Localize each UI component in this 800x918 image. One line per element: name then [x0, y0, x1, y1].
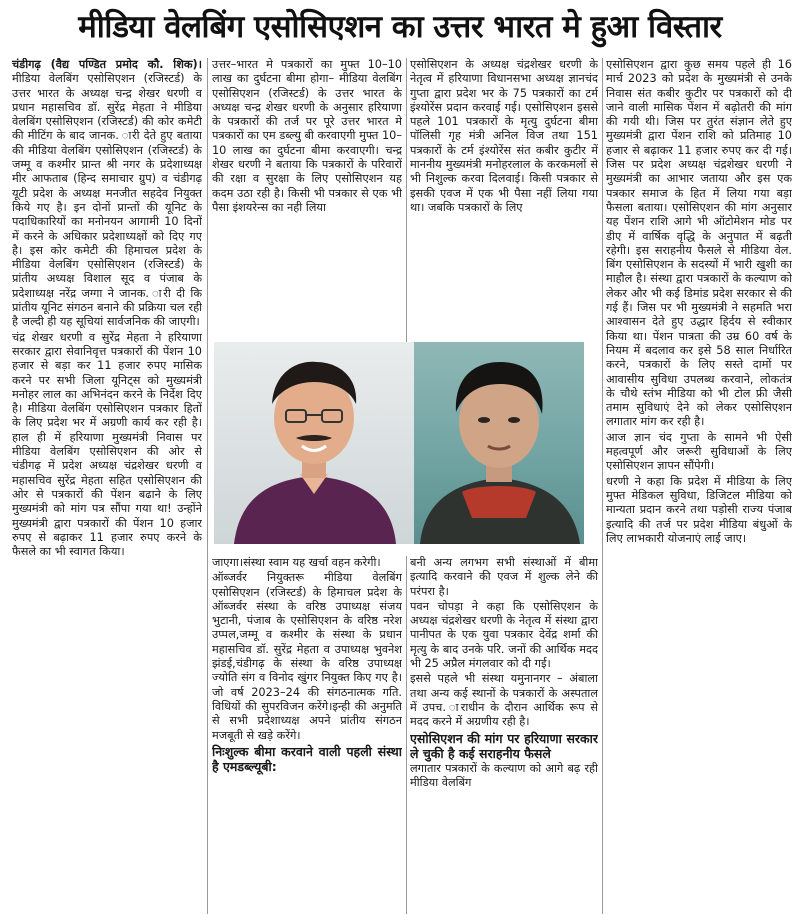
column-divider — [406, 556, 407, 914]
paragraph: बनी अन्य लगभग सभी संस्थाओं में बीमा इत्यादि करवाने की एवज में शुल्क लेने की परंपरा है। — [410, 556, 598, 598]
news-photo — [214, 342, 584, 544]
paragraph: लगातार पत्रकारों के कल्याण को आगे बढ़ रही मीडिया वेलबिंग — [410, 761, 598, 789]
paragraph: उत्तर–भारत मे पत्रकारों का मुफ्त 10–10 लाख का दुर्घटना बीमा होगा– मीडिया वेलबिंग एसोसिएशन (रजिस्टर्ड) के उत्तर भारत के अध्यक्ष चन्द्र शेखर धरणी के अनुसार हरियाणा के पत्रकारों की तर्ज पर पूरे उत्तर भारत मे पत्रकारों का एम डब्ल्यु बी करवाएगी मुफ्त 10–10 लाख का दुर्घटना बीमा करवाएगी। चन्द्र शेखर धरणी ने बताया कि पत्रकारों के परिवारों की रक्षा व सुरक्षा के लिए एसोसिएशन यह कदम उठा रही है। किसी भी पत्रकार से एक भी पैसा इंशयरेन्स का नही लिया — [212, 58, 402, 214]
portrait-photo-right — [414, 342, 584, 544]
column-divider — [406, 58, 407, 342]
column-3-bottom — [410, 556, 598, 914]
man-portrait-icon — [214, 342, 414, 544]
paragraph: आज ज्ञान चंद गुप्ता के सामने भी ऐसी महत्वपूर्ण और जरूरी सुविधाओं के लिए एसोसिएशन ज्ञापन सौंपेगी। — [606, 430, 792, 473]
paragraph: ऑब्जर्वर नियुक्तरू मीडिया वेलबिंग एसोसिएशन (रजिस्टर्ड) के हिमाचल प्रदेश के ऑब्जर्वर संस्था के वरिष्ठ उपाध्यक्ष संजय भुटानी, पंजाब के एसोसिएशन के वरिष्ठ नरेश उप्पल,जम्मू व कश्मीर के संस्था के प्रधान महासचिव डॉ. सुरेंद्र मेहता व उपाध्यक्ष भुवनेश झंडई,चंडीगढ़ के संस्था के वरिष्ठ उपाध्यक्ष ज्योति संग व विनोद खुंगर नियुक्त किए गए है। जो वर्ष 2023–24 की संगठनात्मक गति. विधियों की सुपरविजन करेंगे।इन्ही की अनुमति से सभी प्रदेशाध्यक्ष अपने प्रांतीय संगठन मजबूती से खड़े करेंगे। — [212, 571, 402, 742]
paragraph — [12, 58, 202, 330]
paragraph-text: मीडिया वेलबिंग एसोसिएशन (रजिस्टर्ड) के उत्तर भारत के अध्यक्ष चन्द्र शेखर धरणी व प्रधान महासचिव डॉ. सुरेंद्र मेहता ने मीडिया वेलबिंग एसोसिएशन (रजिस्टर्ड) की कोर कमेटी की मीटिंग के बाद जानक. ारी देते हुए बताया की मीडिया वेलबिंग एसोसिएशन (रजिस्टर्ड) के जम्मू व कश्मीर प्रान्त श्री नगर के प्रदेशाध्यक्ष मीर आफताब (हिन्द समाचार ग्रुप) व चंडीगढ़ यूटी प्रदेश के अध्यक्ष मनजीत सहदेव नियुक्त किये गए है। इन दोनों प्रान्तों की यूनिट के पदाधिकारियों का मनोनयन आगामी 10 दिनों में करने के अधिकार प्रदेशाध्यक्षों को दिए गए है। इस कोर कमेटी की हिमाचल प्रदेश के मीडिया वेलबिंग एसोसिएशन (रजिस्टर्ड) के प्रांतीय अध्यक्ष विशाल सूद व पंजाब के प्रदेशाध्यक्ष नरेंद्र जग्गा ने जानक. ारी दी कि प्रांतीय यूनिट संगठन बनाने की प्रक्रिया चल रही है जल्दी ही यह सूचियां सार्वजनिक की जाएगी। — [12, 72, 202, 329]
byline: चंडीगढ़ (वैद्य पण्डित प्रमोद कौ. शिक)। — [12, 58, 202, 71]
column-divider — [602, 58, 603, 914]
paragraph: एसोसिएशन के अध्यक्ष चंद्रशेखर धरणी के नेतृत्व में हरियाणा विधानसभा अध्यक्ष ज्ञानचंद गुप्ता द्वारा प्रदेश भर के 75 पत्रकारों का टर्म इंश्योरेंस प्रदान करवाई गई। एसोसिएशन इससे पहले 101 पत्रकारों के मृत्यु दुर्घटना बीमा पॉलिसी गृह मंत्री अनिल विज तथा 151 पत्रकारों के टर्म इंश्योरेंस संत कबीर कुटीर में माननीय मुख्यमंत्री मनोहरलाल के करकमलों से भी निशुल्क करवा दिलवाई। किसी पत्रकार से इसकी एवज में एक भी पैसा नहीं लिया गया था। जबकि पत्रकारों के लिए — [410, 58, 598, 214]
man-portrait-icon — [414, 342, 584, 544]
headline: मीडिया वेलबिंग एसोसिएशन का उत्तर भारत मे हुआ विस्तार — [78, 9, 722, 45]
column-4 — [606, 58, 792, 914]
paragraph: इससे पहले भी संस्था यमुनानगर – अंबाला तथा अन्य कई स्थानों के पत्रकारों के अस्पताल में उपच. ाराधीन के दौरान आर्थिक रूप से मदद करने में अग्रणीय रही है। — [410, 672, 598, 729]
column-2-bottom — [212, 556, 402, 914]
column-1 — [12, 58, 202, 914]
column-divider — [207, 58, 208, 914]
subheading: निःशुल्क बीमा करवाने वाली पहली संस्था है एमडब्ल्यूबी: — [212, 743, 402, 774]
column-2-top — [212, 58, 402, 342]
paragraph: पवन चोपड़ा ने कहा कि एसोसिएशन के अध्यक्ष चंद्रशेखर धरणी के नेतृत्व में संस्था द्वारा पानीपत के एक युवा पत्रकार देवेंद्र शर्मा की मृत्यु के बाद उनके परि. जनों की आर्थिक मदद भी 25 अप्रैल मंगलवार को दी गई। — [410, 599, 598, 671]
paragraph: धरणी ने कहा कि प्रदेश में मीडिया के लिए मुफ्त मेडिकल सुविधा, डिजिटल मीडिया को मान्यता प्रदान करने तथा पड़ोसी राज्य पंजाब इत्यादि की तर्ज पर प्रदेश मीडिया बंधुओं के लिए लाभकारी योजनाएं लाई जाए। — [606, 474, 792, 545]
portrait-photo-left — [214, 342, 414, 544]
column-3-top — [410, 58, 598, 342]
subheading: एसोसिएशन की मांग पर हरियाणा सरकार ले चुकी है कई सराहनीय फैसले — [410, 730, 598, 761]
paragraph: जाएगा।संस्था स्वाम यह खर्चा वहन करेगी। — [212, 556, 381, 569]
paragraph: चंद्र शेखर धरणी व सुरेंद्र मेहता ने हरियाणा सरकार द्वारा सेवानिवृत्त पत्रकारों की पेंशन 10 हजार से बड़ा कर 11 हजार रुपए मासिक करने पर सभी जिला यूनिट्स को मुख्यमंत्री मनोहर लाल का अभिनंदन करने के निर्देश दिए है। मीडिया वेलबिंग एसोसिएशन पत्रकार हितों के लिए प्रदेश भर में अग्रणी कार्य कर रही है। हाल ही में हरियाणा मुख्यमंत्री निवास पर मीडिया वेलबिंग एसोसिएशन की ओर से चंडीगढ़ में प्रदेश अध्यक्ष चंद्रशेखर धरणी व महासचिव सुरेंद्र मेहता सहित एसोसिएशन की ओर से पत्रकारों की पेंशन बढाने के लिए मुख्यमंत्री को मांग पत्र सौंपा गया था! उन्होंने मुख्यमंत्री द्वारा पत्रकारों की पेंशन 10 हजार रुपए से बढ़ाकर 11 हजार रुपए करने के फैसले का भी स्वागत किया। — [12, 330, 202, 559]
paragraph: एसोसिएशन द्वारा कुछ समय पहले ही 16 मार्च 2023 को प्रदेश के मुख्यमंत्री से उनके निवास संत कबीर कुटीर पर पत्रकारों को दी जाने वाली मासिक पेंशन में बढ़ोतरी की मांग की गयी थी। जिस पर तुरंत संज्ञान लेते हुए मुख्यमंत्री द्वारा पेंशन राशि को प्रतिमाह 10 हजार से बढ़ाकर 11 हजार रुपए कर दी गई। जिस पर प्रदेश अध्यक्ष चंद्रशेखर धरणी ने मुख्यमंत्री का आभार जताया और इस एक पत्रकार समाज के हित में लिया गया बड़ा फैसला बताया। एसोसिएशन की मांग अनुसार यह पेंशन राशि आगे भी ऑटोमेशन मोड पर डीए में वार्षिक वृद्धि के अनुपात में बढ़ती रहेगी। इस सराहनीय फैसले से मीडिया वेल. बिंग एसोसिएशन के सदस्यों में भारी खुशी का माहौल है। संस्था द्वारा पत्रकारों के कल्याण को लेकर और भी कई डिमांड प्रदेश सरकार से की गई हैं। जिस पर भी मुख्यमंत्री ने सहमति भरा आश्वासन देते हुए उद्धार हिर्दय से स्वीकार किया था। पेंशन पात्रता की उम्र 60 वर्ष के नियम में बदलाव कर इसे 58 साल निर्धारित करने, पत्रकारों के लिए सस्ते दामों पर आवासीय सुविधा उपलब्ध करवाने, लोकतंत्र के चौथे स्तंभ मीडिया को भी टोल फ्री जैसी तमाम सुविधाएं देने को लेकर एसोसिएशन लगातार मांग कर रही है। — [606, 58, 792, 429]
